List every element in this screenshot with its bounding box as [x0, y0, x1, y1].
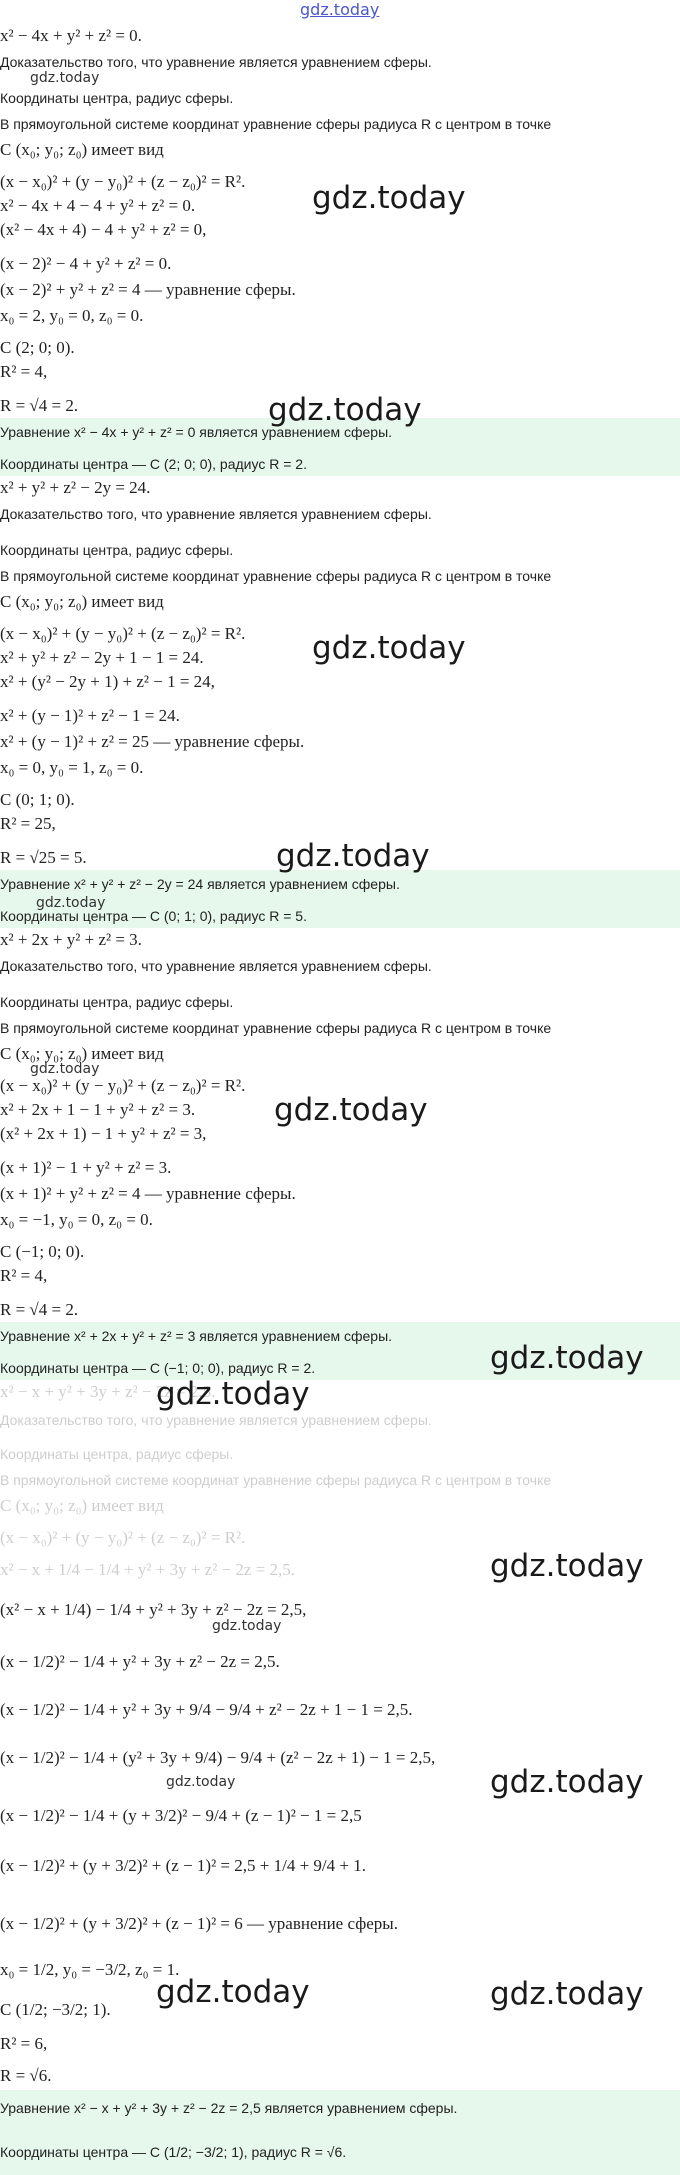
equation-line: (x − x₀)² + (y − y₀)² + (z − z₀)² = R². [0, 1528, 246, 1547]
equation-line: x₀ = 1/2, y₀ = −3/2, z₀ = 1. [0, 1960, 180, 1979]
watermark-small: gdz.today [36, 895, 106, 911]
conclusion-line: Координаты центра — C (−1; 0; 0), радиус R = 2. [0, 1360, 316, 1376]
equation-line: C (−1; 0; 0). [0, 1242, 85, 1261]
equation-line: (x² − 4x + 4) − 4 + y² + z² = 0, [0, 220, 207, 239]
equation-line: x₀ = 2, y₀ = 0, z₀ = 0. [0, 306, 144, 325]
watermark-big: gdz.today [312, 630, 466, 666]
text-line: Координаты центра, радиус сферы. [0, 542, 234, 558]
text-line: В прямоугольной системе координат уравнение сферы радиуса R с центром в точке [0, 116, 552, 132]
text-line: Координаты центра, радиус сферы. [0, 1446, 234, 1462]
watermark-big: gdz.today [490, 1548, 644, 1584]
text-line: В прямоугольной системе координат уравнение сферы радиуса R с центром в точке [0, 1472, 552, 1488]
text-line: В прямоугольной системе координат уравнение сферы радиуса R с центром в точке [0, 568, 552, 584]
equation-line: C (x₀; y₀; z₀) имеет вид [0, 1044, 164, 1063]
equation-line: R² = 4, [0, 1266, 48, 1285]
equation-line: (x² + 2x + 1) − 1 + y² + z² = 3, [0, 1124, 207, 1143]
watermark-big: gdz.today [312, 180, 466, 216]
conclusion-line: Координаты центра — C (0; 1; 0), радиус R = 5. [0, 908, 307, 924]
equation-line: C (0; 1; 0). [0, 790, 75, 809]
watermark-big: gdz.today [268, 392, 422, 428]
watermark-big: gdz.today [276, 838, 430, 874]
equation-line: (x − x₀)² + (y − y₀)² + (z − z₀)² = R². [0, 1076, 246, 1095]
equation-line: R = √25 = 5. [0, 848, 87, 867]
equation-line: x² − x + 1/4 − 1/4 + y² + 3y + z² − 2z = 2,5. [0, 1560, 296, 1579]
equation-line: x² + 2x + 1 − 1 + y² + z² = 3. [0, 1100, 196, 1119]
equation-line: R² = 25, [0, 814, 56, 833]
equation-line: (x − 1/2)² − 1/4 + (y + 3/2)² − 9/4 + (z − 1)² − 1 = 2,5 [0, 1806, 362, 1825]
equation-line: (x − x₀)² + (y − y₀)² + (z − z₀)² = R². [0, 624, 246, 643]
watermark-big: gdz.today [490, 1764, 644, 1800]
equation-line: R = √6. [0, 2066, 52, 2085]
watermark-big: gdz.today [490, 1340, 644, 1376]
equation-line: (x + 1)² − 1 + y² + z² = 3. [0, 1158, 172, 1177]
equation-line: R = √4 = 2. [0, 396, 79, 415]
text-line: Доказательство того, что уравнение является уравнением сферы. [0, 958, 432, 974]
text-line: В прямоугольной системе координат уравнение сферы радиуса R с центром в точке [0, 1020, 552, 1036]
equation-line: R² = 6, [0, 2034, 48, 2053]
equation-line: C (x₀; y₀; z₀) имеет вид [0, 140, 164, 159]
equation-line: x² + 2x + y² + z² = 3. [0, 930, 142, 949]
equation-line: (x − 1/2)² + (y + 3/2)² + (z − 1)² = 6 — уравнение сферы. [0, 1914, 398, 1933]
equation-line: x² + y² + z² − 2y = 24. [0, 478, 151, 497]
watermark-big: gdz.today [156, 1376, 310, 1412]
equation-line: (x − 1/2)² − 1/4 + y² + 3y + 9/4 − 9/4 + z² − 2z + 1 − 1 = 2,5. [0, 1700, 413, 1719]
conclusion-line: Координаты центра — C (2; 0; 0), радиус R = 2. [0, 456, 307, 472]
equation-line: x₀ = −1, y₀ = 0, z₀ = 0. [0, 1210, 153, 1229]
equation-line: C (x₀; y₀; z₀) имеет вид [0, 1496, 164, 1515]
conclusion-line: Уравнение x² + y² + z² − 2y = 24 является уравнением сферы. [0, 876, 400, 892]
equation-line: C (2; 0; 0). [0, 338, 75, 357]
equation-line: R = √4 = 2. [0, 1300, 79, 1319]
watermark-big: gdz.today [274, 1092, 428, 1128]
watermark-small: gdz.today [30, 70, 100, 86]
equation-line: (x − 1/2)² + (y + 3/2)² + (z − 1)² = 2,5 + 1/4 + 9/4 + 1. [0, 1856, 366, 1875]
conclusion-line: Уравнение x² + 2x + y² + z² = 3 является уравнением сферы. [0, 1328, 393, 1344]
equation-line: x² + (y − 1)² + z² = 25 — уравнение сферы. [0, 732, 305, 751]
text-line: Координаты центра, радиус сферы. [0, 90, 234, 106]
equation-line: (x − 2)² + y² + z² = 4 — уравнение сферы. [0, 280, 296, 299]
watermark-big: gdz.today [490, 1976, 644, 2012]
text-line: Координаты центра, радиус сферы. [0, 994, 234, 1010]
equation-line: (x − 2)² − 4 + y² + z² = 0. [0, 254, 172, 273]
equation-line: (x − 1/2)² − 1/4 + y² + 3y + z² − 2z = 2,5. [0, 1652, 280, 1671]
equation-line: x² + (y − 1)² + z² − 1 = 24. [0, 706, 180, 725]
watermark-small: gdz.today [166, 1774, 236, 1790]
watermark-big: gdz.today [156, 1974, 310, 2010]
text-line: Доказательство того, что уравнение является уравнением сферы. [0, 1412, 432, 1428]
watermark-top-link[interactable]: gdz.today [300, 0, 380, 19]
equation-line: C (x₀; y₀; z₀) имеет вид [0, 592, 164, 611]
equation-line: x² − 4x + y² + z² = 0. [0, 26, 142, 45]
equation-line: (x² − x + 1/4) − 1/4 + y² + 3y + z² − 2z = 2,5, [0, 1600, 307, 1619]
equation-line: (x − 1/2)² − 1/4 + (y² + 3y + 9/4) − 9/4 + (z² − 2z + 1) − 1 = 2,5, [0, 1748, 436, 1767]
equation-line: x² − 4x + 4 − 4 + y² + z² = 0. [0, 196, 196, 215]
equation-line: x² + (y² − 2y + 1) + z² − 1 = 24, [0, 672, 215, 691]
watermark-small: gdz.today [212, 1618, 282, 1634]
conclusion-line: Уравнение x² − 4x + y² + z² = 0 является уравнением сферы. [0, 424, 393, 440]
equation-line: (x + 1)² + y² + z² = 4 — уравнение сферы. [0, 1184, 296, 1203]
equation-line: x² + y² + z² − 2y + 1 − 1 = 24. [0, 648, 204, 667]
text-line: Доказательство того, что уравнение является уравнением сферы. [0, 54, 432, 70]
equation-line: R² = 4, [0, 362, 48, 381]
equation-line: (x − x₀)² + (y − y₀)² + (z − z₀)² = R². [0, 172, 246, 191]
conclusion-line: Уравнение x² − x + y² + 3y + z² − 2z = 2,5 является уравнением сферы. [0, 2100, 458, 2116]
equation-line: x₀ = 0, y₀ = 1, z₀ = 0. [0, 758, 144, 777]
conclusion-line: Координаты центра — C (1/2; −3/2; 1), радиус R = √6. [0, 2144, 347, 2160]
equation-line: C (1/2; −3/2; 1). [0, 2000, 111, 2019]
text-line: Доказательство того, что уравнение является уравнением сферы. [0, 506, 432, 522]
equation-line: x² − x + y² + 3y + z² − 2z = 2,5. [0, 1382, 216, 1401]
watermark-small: gdz.today [30, 1061, 100, 1077]
